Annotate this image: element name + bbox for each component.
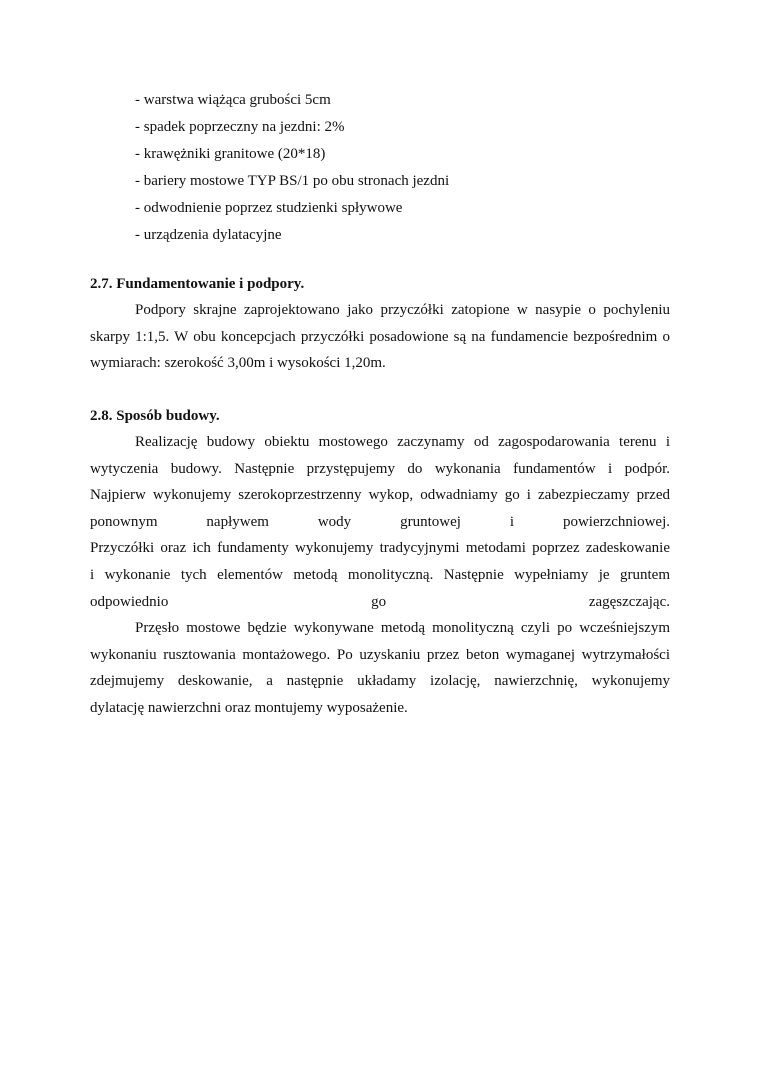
list-item: - krawężniki granitowe (20*18) bbox=[135, 146, 326, 162]
list-item: - urządzenia dylatacyjne bbox=[135, 227, 282, 243]
paragraph-line: wytyczenia budowy. Następnie przystępujemy do wykonania fundamentów i podpór. bbox=[90, 460, 670, 477]
section-heading-2-8: 2.8. Sposób budowy. bbox=[90, 408, 220, 424]
paragraph-line: zdejmujemy deskowanie, a następnie układamy izolację, nawierzchnię, wykonujemy bbox=[90, 673, 670, 690]
list-item: - warstwa wiążąca grubości 5cm bbox=[135, 92, 331, 108]
paragraph-line: Przyczółki oraz ich fundamenty wykonujemy tradycyjnymi metodami poprzez zadeskowanie bbox=[90, 540, 670, 557]
paragraph-line: wymiarach: szerokość 3,00m i wysokości 1,20m. bbox=[90, 355, 386, 372]
list-item: - spadek poprzeczny na jezdni: 2% bbox=[135, 119, 345, 135]
paragraph-line: skarpy 1:1,5. W obu koncepcjach przyczółki posadowione są na fundamencie bezpośrednim o bbox=[90, 328, 670, 345]
paragraph-line: i wykonanie tych elementów metodą monolityczną. Następnie wypełniamy je gruntem bbox=[90, 566, 670, 583]
section-heading-2-7: 2.7. Fundamentowanie i podpory. bbox=[90, 276, 305, 292]
paragraph-line: ponownym napływem wody gruntowej i powierzchniowej. bbox=[90, 513, 670, 530]
equipment-list bbox=[135, 87, 449, 249]
paragraph-line: Realizację budowy obiektu mostowego zaczynamy od zagospodarowania terenu i bbox=[135, 434, 670, 450]
paragraph-line: dylatację nawierzchni oraz montujemy wyposażenie. bbox=[90, 699, 408, 716]
paragraph-line: odpowiednio go zagęszczając. bbox=[90, 593, 670, 610]
paragraph-line: Przęsło mostowe będzie wykonywane metodą monolityczną czyli po wcześniejszym bbox=[135, 620, 670, 637]
paragraph-line: wykonaniu rusztowania montażowego. Po uzyskaniu przez beton wymaganej wytrzymałości bbox=[90, 646, 670, 663]
list-item: - bariery mostowe TYP BS/1 po obu stronach jezdni bbox=[135, 173, 450, 189]
list-item: - odwodnienie poprzez studzienki spływowe bbox=[135, 200, 403, 216]
paragraph-line: Najpierw wykonujemy szerokoprzestrzenny wykop, odwadniamy go i zabezpieczamy przed bbox=[90, 487, 670, 504]
section-2-8-paragraph bbox=[90, 429, 670, 722]
section-2-7-paragraph bbox=[90, 297, 670, 377]
paragraph-line: Podpory skrajne zaprojektowano jako przyczółki zatopione w nasypie o pochyleniu bbox=[135, 302, 670, 318]
